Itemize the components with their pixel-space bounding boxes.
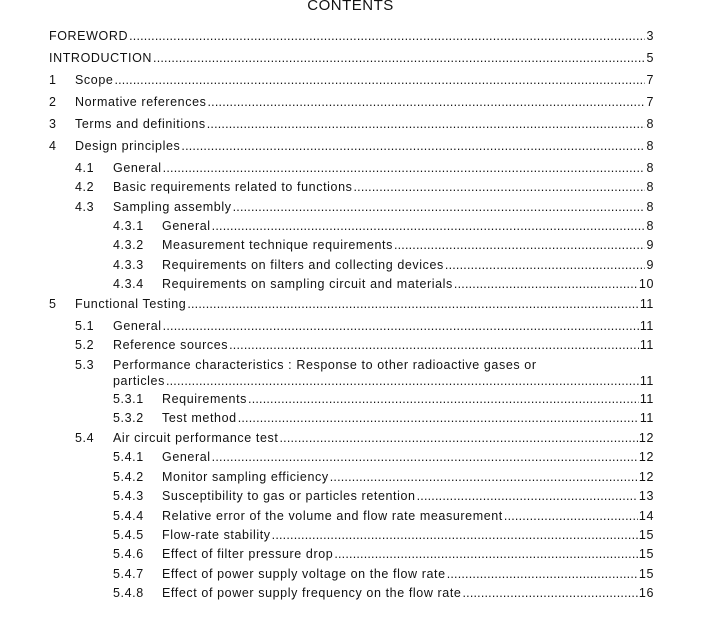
dot-leader bbox=[181, 139, 645, 154]
entry-label: Effect of filter pressure drop bbox=[162, 547, 334, 561]
entry-label: Monitor sampling efficiency bbox=[162, 470, 329, 484]
dot-leader bbox=[417, 489, 638, 504]
toc-entry[interactable] bbox=[49, 95, 654, 110]
toc-entry[interactable] bbox=[49, 73, 654, 88]
entry-label: General bbox=[162, 450, 211, 464]
entry-number: 4.2 bbox=[75, 180, 95, 194]
entry-number: 5.3 bbox=[75, 358, 95, 372]
dot-leader bbox=[129, 29, 645, 44]
toc-entry[interactable] bbox=[113, 547, 654, 562]
entry-number: 5.4.1 bbox=[113, 450, 144, 464]
entry-label: Sampling assembly bbox=[113, 200, 232, 214]
entry-number: 3 bbox=[49, 117, 57, 131]
toc-entry[interactable] bbox=[113, 470, 654, 485]
dot-leader bbox=[504, 509, 638, 524]
entry-label: Design principles bbox=[75, 139, 181, 153]
dot-leader bbox=[447, 567, 638, 582]
toc-entry[interactable] bbox=[49, 117, 654, 132]
entry-number: 5.4.4 bbox=[113, 509, 144, 523]
entry-number: 5 bbox=[49, 297, 57, 311]
entry-page: 9 bbox=[646, 238, 654, 252]
entry-label: Relative error of the volume and flow rate measurement bbox=[162, 509, 503, 523]
entry-number: 4.3.3 bbox=[113, 258, 144, 272]
entry-label: Basic requirements related to functions bbox=[113, 180, 353, 194]
entry-number: 5.4.7 bbox=[113, 567, 144, 581]
entry-number: 1 bbox=[49, 73, 57, 87]
toc-entry[interactable] bbox=[113, 258, 654, 273]
entry-number: 4.3 bbox=[75, 200, 95, 214]
toc-entry[interactable] bbox=[49, 297, 654, 312]
entry-label: General bbox=[113, 161, 162, 175]
entry-page: 11 bbox=[639, 297, 654, 311]
entry-page: 15 bbox=[638, 528, 654, 542]
entry-label: Reference sources bbox=[113, 338, 229, 352]
entry-number: 4.3.2 bbox=[113, 238, 144, 252]
contents-title: CONTENTS bbox=[307, 0, 394, 14]
entry-page: 12 bbox=[638, 431, 654, 445]
entry-label: FOREWORD bbox=[49, 29, 129, 43]
entry-page: 10 bbox=[638, 277, 654, 291]
entry-label: Measurement technique requirements bbox=[162, 238, 393, 252]
entry-label-line1: Performance characteristics : Response to other radioactive gases or bbox=[113, 358, 537, 372]
dot-leader bbox=[353, 180, 645, 195]
toc-entry[interactable] bbox=[113, 586, 654, 601]
dot-leader bbox=[153, 51, 645, 66]
dot-leader bbox=[212, 219, 646, 234]
dot-leader bbox=[454, 277, 638, 292]
entry-number: 5.3.1 bbox=[113, 392, 144, 406]
entry-page: 8 bbox=[646, 117, 654, 131]
entry-number: 4.3.1 bbox=[113, 219, 144, 233]
entry-label: General bbox=[113, 319, 162, 333]
dot-leader bbox=[187, 297, 638, 312]
toc-entry[interactable] bbox=[113, 528, 654, 543]
entry-page: 14 bbox=[638, 509, 654, 523]
entry-number: 4.3.4 bbox=[113, 277, 144, 291]
entry-page: 15 bbox=[638, 547, 654, 561]
entry-page: 8 bbox=[646, 200, 654, 214]
entry-label: INTRODUCTION bbox=[49, 51, 153, 65]
entry-page: 11 bbox=[639, 338, 654, 352]
entry-label: Requirements on filters and collecting devices bbox=[162, 258, 444, 272]
dot-leader bbox=[394, 238, 646, 253]
dot-leader bbox=[208, 95, 646, 110]
dot-leader bbox=[163, 319, 639, 334]
entry-label: Normative references bbox=[75, 95, 207, 109]
entry-number: 5.2 bbox=[75, 338, 95, 352]
toc-entry[interactable] bbox=[75, 338, 654, 353]
entry-label: General bbox=[162, 219, 211, 233]
toc-entry[interactable] bbox=[49, 139, 654, 154]
entry-number: 5.4.8 bbox=[113, 586, 144, 600]
entry-label: Susceptibility to gas or particles retention bbox=[162, 489, 416, 503]
entry-label: Effect of power supply frequency on the flow rate bbox=[162, 586, 462, 600]
entry-page: 11 bbox=[639, 319, 654, 333]
entry-page: 7 bbox=[646, 95, 654, 109]
entry-label: Scope bbox=[75, 73, 114, 87]
toc-entry[interactable] bbox=[49, 51, 654, 66]
toc-entry[interactable] bbox=[113, 489, 654, 504]
entry-label: Flow-rate stability bbox=[162, 528, 271, 542]
dot-leader bbox=[272, 528, 638, 543]
entry-number: 4 bbox=[49, 139, 57, 153]
dot-leader bbox=[114, 73, 645, 88]
entry-number: 5.4.3 bbox=[113, 489, 144, 503]
entry-number: 5.1 bbox=[75, 319, 95, 333]
entry-page: 5 bbox=[646, 51, 654, 65]
dot-leader bbox=[163, 161, 646, 176]
entry-label: Effect of power supply voltage on the flow rate bbox=[162, 567, 446, 581]
entry-page: 8 bbox=[646, 219, 654, 233]
dot-leader bbox=[238, 411, 639, 426]
toc-entry[interactable] bbox=[75, 319, 654, 334]
entry-page: 16 bbox=[638, 586, 654, 600]
toc-entry[interactable] bbox=[75, 161, 654, 176]
entry-number: 5.3.2 bbox=[113, 411, 144, 425]
entry-page: 13 bbox=[638, 489, 654, 503]
toc-entry[interactable] bbox=[75, 200, 654, 215]
dot-leader bbox=[279, 431, 637, 446]
entry-label: Terms and definitions bbox=[75, 117, 206, 131]
entry-label: Test method bbox=[162, 411, 237, 425]
dot-leader bbox=[334, 547, 638, 562]
dot-leader bbox=[445, 258, 646, 273]
dot-leader bbox=[248, 392, 639, 407]
entry-label: Requirements bbox=[162, 392, 248, 406]
entry-page: 8 bbox=[646, 180, 654, 194]
toc-entry[interactable] bbox=[49, 29, 654, 44]
dot-leader bbox=[330, 470, 638, 485]
entry-label: Air circuit performance test bbox=[113, 431, 279, 445]
entry-page: 9 bbox=[646, 258, 654, 272]
entry-number: 5.4.2 bbox=[113, 470, 144, 484]
toc-entry[interactable] bbox=[113, 509, 654, 524]
entry-number: 2 bbox=[49, 95, 57, 109]
toc-entry[interactable] bbox=[113, 567, 654, 582]
entry-page: 15 bbox=[638, 567, 654, 581]
entry-page: 12 bbox=[638, 450, 654, 464]
dot-leader bbox=[233, 200, 646, 215]
entry-label: Functional Testing bbox=[75, 297, 187, 311]
toc-entry[interactable] bbox=[113, 238, 654, 253]
entry-page: 8 bbox=[646, 161, 654, 175]
entry-page: 3 bbox=[646, 29, 654, 43]
entry-page: 12 bbox=[638, 470, 654, 484]
entry-label: particles bbox=[113, 374, 165, 388]
toc-entry[interactable] bbox=[113, 392, 654, 407]
dot-leader bbox=[212, 450, 638, 465]
entry-page: 11 bbox=[639, 392, 654, 406]
entry-number: 4.1 bbox=[75, 161, 95, 175]
toc-entry[interactable] bbox=[113, 411, 654, 426]
entry-number: 5.4 bbox=[75, 431, 95, 445]
toc-entry[interactable] bbox=[113, 277, 654, 292]
toc-entry[interactable] bbox=[113, 450, 654, 465]
dot-leader bbox=[207, 117, 646, 132]
toc-entry[interactable] bbox=[113, 219, 654, 234]
dot-leader bbox=[229, 338, 639, 353]
entry-page: 7 bbox=[646, 73, 654, 87]
dot-leader bbox=[166, 374, 639, 389]
dot-leader bbox=[462, 586, 637, 601]
entry-number: 5.4.6 bbox=[113, 547, 144, 561]
toc-entry[interactable] bbox=[75, 180, 654, 195]
toc-entry[interactable] bbox=[75, 358, 654, 389]
entry-page: 11 bbox=[639, 374, 654, 388]
toc-entry[interactable] bbox=[75, 431, 654, 446]
entry-label: Requirements on sampling circuit and materials bbox=[162, 277, 453, 291]
entry-page: 11 bbox=[639, 411, 654, 425]
entry-number: 5.4.5 bbox=[113, 528, 144, 542]
entry-page: 8 bbox=[646, 139, 654, 153]
